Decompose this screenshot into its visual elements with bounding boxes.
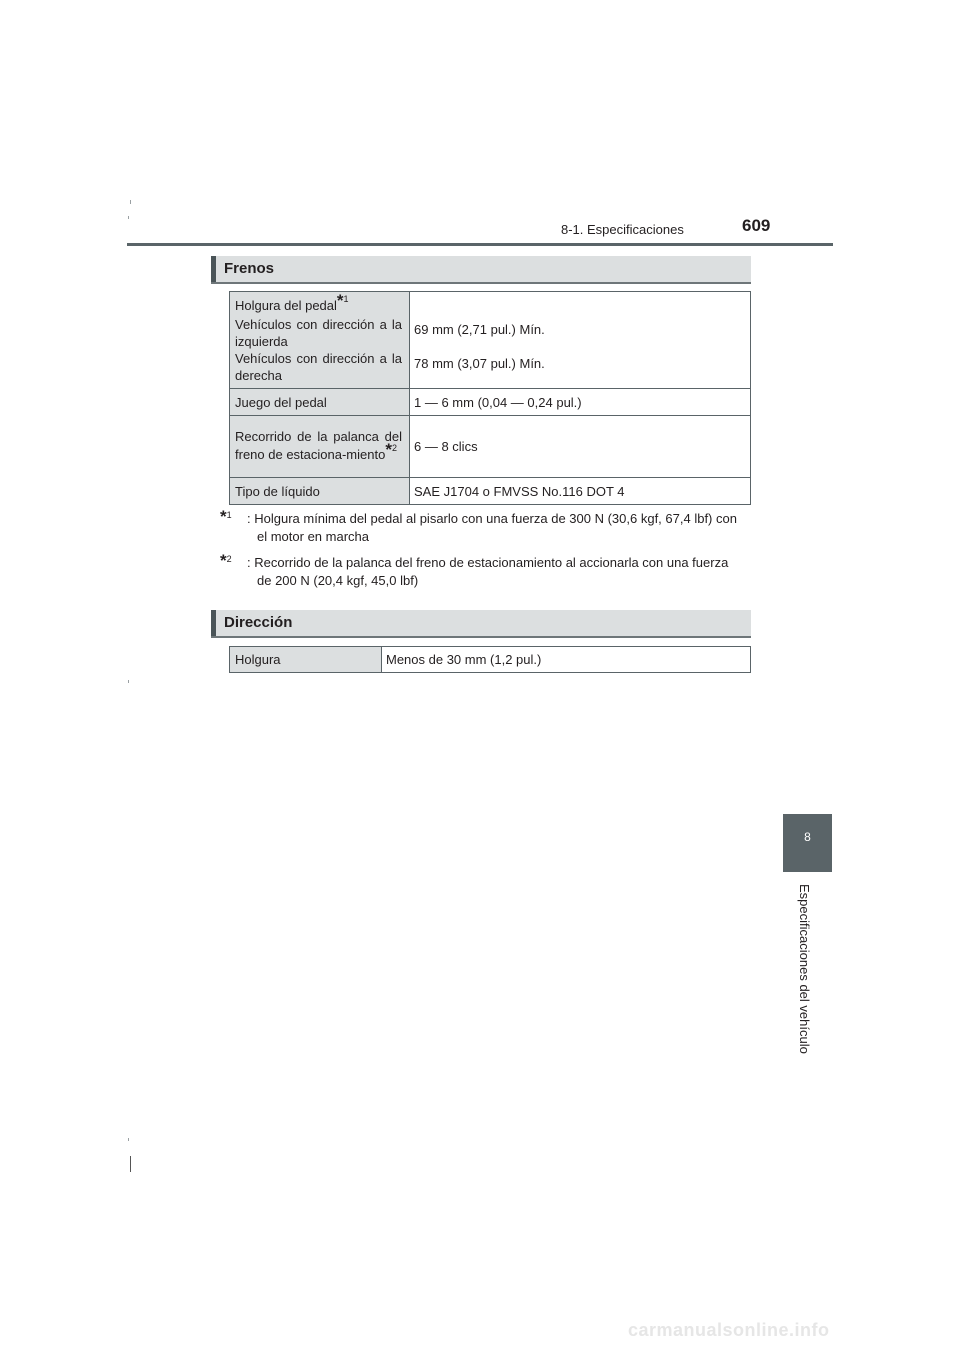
label-text: Vehículos con dirección a la izquierda	[235, 317, 402, 349]
table-value-cell	[410, 292, 751, 389]
label-text: Holgura del pedal	[235, 298, 337, 313]
header-rule	[127, 243, 833, 246]
section-heading-frenos	[211, 256, 751, 284]
crop-mark	[128, 680, 129, 683]
footnote-star: *	[385, 440, 392, 459]
table-value-cell: 1 — 6 mm (0,04 — 0,24 pul.)	[410, 389, 751, 416]
page-number: 609	[742, 216, 771, 235]
value-text: 69 mm (2,71 pul.) Mín.	[414, 322, 545, 337]
footnote-number: 2	[226, 554, 232, 564]
table-value-cell: SAE J1704 o FMVSS No.116 DOT 4	[410, 478, 751, 505]
chapter-label: Especificaciones del vehículo	[797, 884, 812, 1054]
footnote-text: : Holgura mínima del pedal al pisarlo con una fuerza de 300 N (30,6 kgf, 67,4 lbf) con	[247, 511, 737, 526]
footnote-star: *	[336, 291, 344, 310]
chapter-number: 8	[804, 830, 811, 844]
footnote-text: de 200 N (20,4 kgf, 45,0 lbf)	[257, 573, 419, 588]
footnote-mark	[220, 551, 232, 574]
table-label-cell: Tipo de líquido	[230, 478, 410, 505]
table-row	[230, 478, 751, 505]
footnote-2	[220, 551, 750, 590]
direccion-table	[229, 646, 751, 673]
crop-mark	[128, 1138, 129, 1141]
footnote-number: 1	[226, 510, 232, 520]
crop-mark	[130, 200, 131, 204]
section-heading-direccion	[211, 610, 751, 638]
label-text: Vehículos con dirección a la derecha	[235, 351, 402, 383]
section-accent	[211, 610, 216, 636]
section-accent	[211, 256, 216, 282]
table-label-cell: Holgura	[230, 647, 382, 673]
crop-mark	[130, 1156, 131, 1172]
table-label-cell: Juego del pedal	[230, 389, 410, 416]
footnote-number: 1	[343, 294, 349, 304]
crop-mark	[128, 216, 129, 219]
table-value-cell: Menos de 30 mm (1,2 pul.)	[382, 647, 751, 673]
section-title: 8-1. Especificaciones	[561, 222, 684, 237]
watermark: carmanualsonline.info	[628, 1320, 830, 1340]
footnote-star: *	[220, 507, 227, 526]
table-label-cell	[230, 292, 410, 389]
table-row	[230, 292, 751, 389]
footnote-number: 2	[391, 443, 397, 453]
footnote-text: : Recorrido de la palanca del freno de estacionamiento al accionarla con una fuerza	[247, 555, 729, 570]
table-value-cell: 6 — 8 clics	[410, 416, 751, 478]
footnote-mark	[220, 507, 232, 530]
table-row	[230, 416, 751, 478]
table-row	[230, 389, 751, 416]
table-label-cell	[230, 416, 410, 478]
value-text: 78 mm (3,07 pul.) Mín.	[414, 356, 545, 371]
table-row	[230, 647, 751, 673]
frenos-table	[229, 291, 751, 505]
chapter-tab	[783, 814, 832, 872]
footnote-star: *	[220, 551, 227, 570]
footnote-1	[220, 507, 750, 546]
section-heading-text: Dirección	[224, 614, 293, 631]
label-text: Recorrido de la palanca del freno de estaciona-miento	[235, 429, 402, 462]
section-heading-text: Frenos	[224, 260, 275, 277]
footnote-text: el motor en marcha	[257, 529, 369, 544]
